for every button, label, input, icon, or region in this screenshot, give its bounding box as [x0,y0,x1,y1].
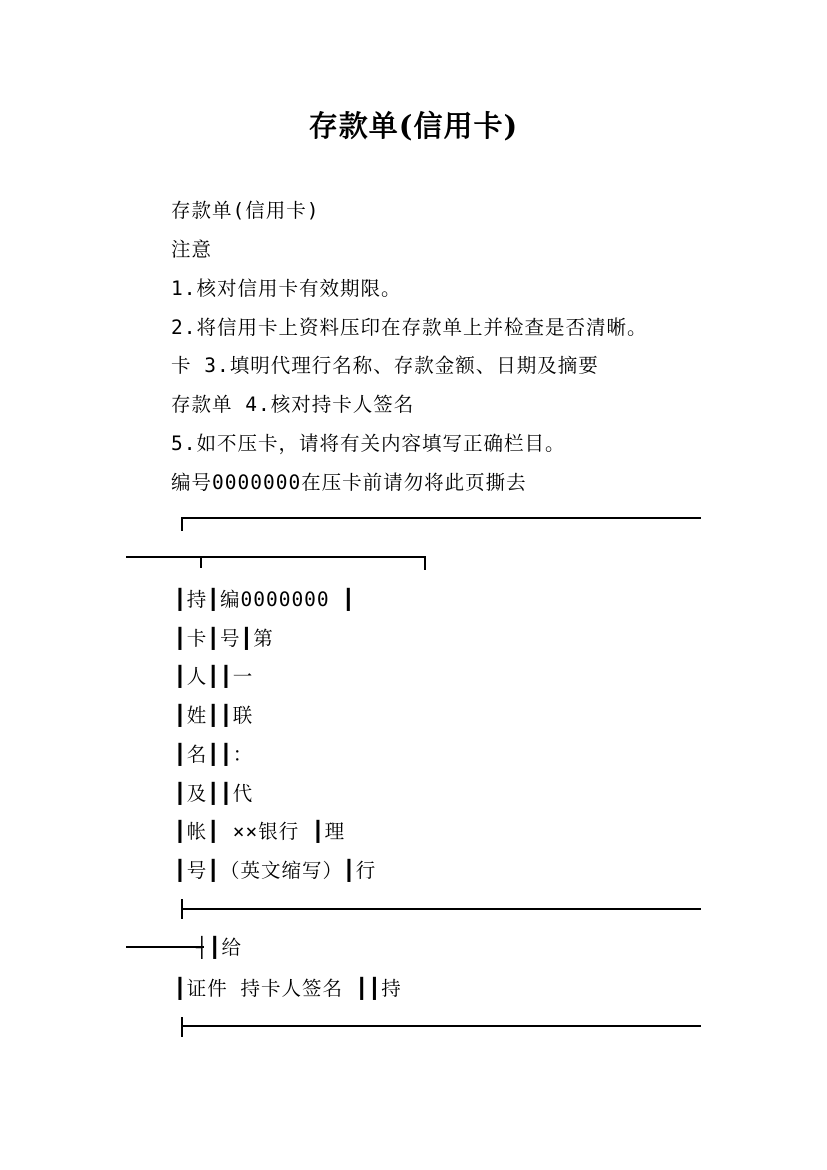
form-row-2: ┃卡┃号┃第 [174,627,274,650]
mid-rule [181,908,701,910]
sign-row: ┃证件 持卡人签名 ┃┃持 [174,977,402,1000]
after-rule-row: ┤┃给 [196,936,242,959]
text-line-8: 编号0000000在压卡前请勿将此页撕去 [171,471,527,494]
bottom-rule [181,1025,701,1027]
form-row-3: ┃人┃┃一 [174,665,254,688]
text-line-7: 5.如不压卡，请将有关内容填写正确栏目。 [171,432,566,455]
text-line-1: 存款单(信用卡) [171,199,320,222]
box-top-corner [181,517,183,531]
box-top-rule-continued [126,556,426,558]
box-top-rule [181,517,701,519]
form-row-4: ┃姓┃┃联 [174,704,254,727]
box-top-tick [200,556,202,568]
form-row-8: ┃号┃（英文缩写）┃行 [174,859,377,882]
mid-rule-continued [126,946,204,948]
form-row-7: ┃帐┃ ××银行 ┃理 [174,820,346,843]
form-row-5: ┃名┃┃： [174,743,254,766]
bottom-rule-tick [181,1017,183,1037]
box-top-right-corner [424,556,426,570]
text-line-5: 卡 3.填明代理行名称、存款金额、日期及摘要 [171,354,599,377]
text-line-6: 存款单 4.核对持卡人签名 [171,393,415,416]
text-line-2: 注意 [171,238,213,261]
text-line-3: 1.核对信用卡有效期限。 [171,277,402,300]
form-row-1: ┃持┃编0000000 ┃ [174,588,356,611]
form-row-6: ┃及┃┃代 [174,782,254,805]
document-title: 存款单(信用卡) [308,109,519,143]
text-line-4: 2.将信用卡上资料压印在存款单上并检查是否清晰。 [171,316,648,339]
